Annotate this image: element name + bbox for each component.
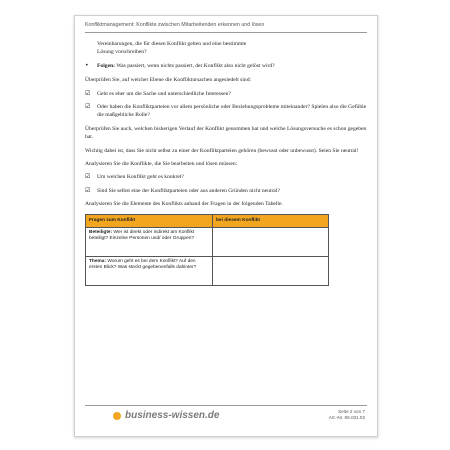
checklist-text: Oder haben die Konfliktparteien vor allem persönliche oder Beziehungsprobleme miteinander? Spielen also die Gefühle die maßgebliche Rolle? [97,104,367,119]
footer-divider [85,405,367,406]
checked-box-icon: ☑ [85,89,91,97]
section3-lead: Analysieren Sie die Konflikte, die Sie bearbeiten und lösen müssen: [85,161,238,168]
section2-lead: Überprüfen Sie auch, welchen bisherigen Verlauf der Konflikt genommen hat und welche Lösungsversuche es schon gegeben hat. [85,125,367,141]
checklist-text: Um welchen Konflikt geht es konkret? [97,174,184,181]
checklist-item [85,187,367,195]
answer-cell[interactable] [213,256,329,285]
section1-lead: Überprüfen Sie, auf welcher Ebene die Konfliktursachen angesiedelt sind: [85,77,252,84]
section4-lead: Analysieren Sie die Elemente des Konflikts anhand der Fragen in der folgenden Tabelle. [85,201,283,208]
table-header-row [86,214,329,227]
question-cell [86,256,213,285]
checklist-text: Geht es eher um die Sache und unterschiedliche Interessen? [97,90,231,97]
document-body [85,40,367,286]
table-row [86,256,329,285]
question-text: Wer ist direkt oder indirekt am Konflikt beteiligt? Einzelne Personen und/ oder Gruppen? [89,229,195,241]
page-number: Seite 2 von 7 [338,409,365,414]
question-label: Thema: [89,258,107,264]
table-row [86,227,329,256]
answer-cell[interactable] [213,227,329,256]
question-text: Worum geht es bei dem Konflikt? Auf den ersten Blick? Was steckt gegebenenfalls dahinter? [89,258,197,270]
checklist-text: Sind Sie selbst eine der Konfliktparteien oder aus anderen Gründen nicht neutral? [97,187,280,194]
conflict-questions-table [85,214,329,286]
bullet-item-folgen [85,62,367,70]
article-number: Art.-Nr. 96.031.02 [328,415,365,420]
table-header-questions: Fragen zum Konflikt [86,214,213,227]
document-page [74,15,378,437]
checked-box-icon: ☑ [85,186,91,194]
question-cell [86,227,213,256]
checklist-item [85,90,367,98]
page-header: Konfliktmanagement: Konflikte zwischen Mitarbeitenden erkennen und lösen [85,22,265,28]
continued-line-2: Lösung vorschreiben? [97,49,147,56]
bullet-text: Was passiert, wenn nichts passiert, der Konflikt also nicht gelöst wird? [115,62,275,69]
checklist-item [85,173,367,181]
header-divider [85,32,367,33]
continued-text [85,40,367,57]
brand-logo [113,410,219,421]
logo-text: business-wissen.de [125,410,220,421]
continued-line-1: Vereinbarungen, die für diesen Konflikt gelten und eine bestimmte [97,41,247,47]
section2-note: Wichtig dabei ist, dass Sie nicht selbst zu einer der Konfliktparteien gehören (bewusst oder unbewusst). Seien Sie neutral! [85,147,359,154]
footer-info [329,409,365,421]
checklist-item [85,103,367,120]
checked-box-icon: ☑ [85,173,91,181]
bullet-icon: • [85,61,89,69]
logo-dot-icon [113,412,121,420]
question-label: Beteiligte: [89,229,113,235]
bullet-label: Folgen: [97,62,116,69]
table-header-answers: bei diesem Konflikt [213,214,329,227]
checked-box-icon: ☑ [85,103,91,111]
